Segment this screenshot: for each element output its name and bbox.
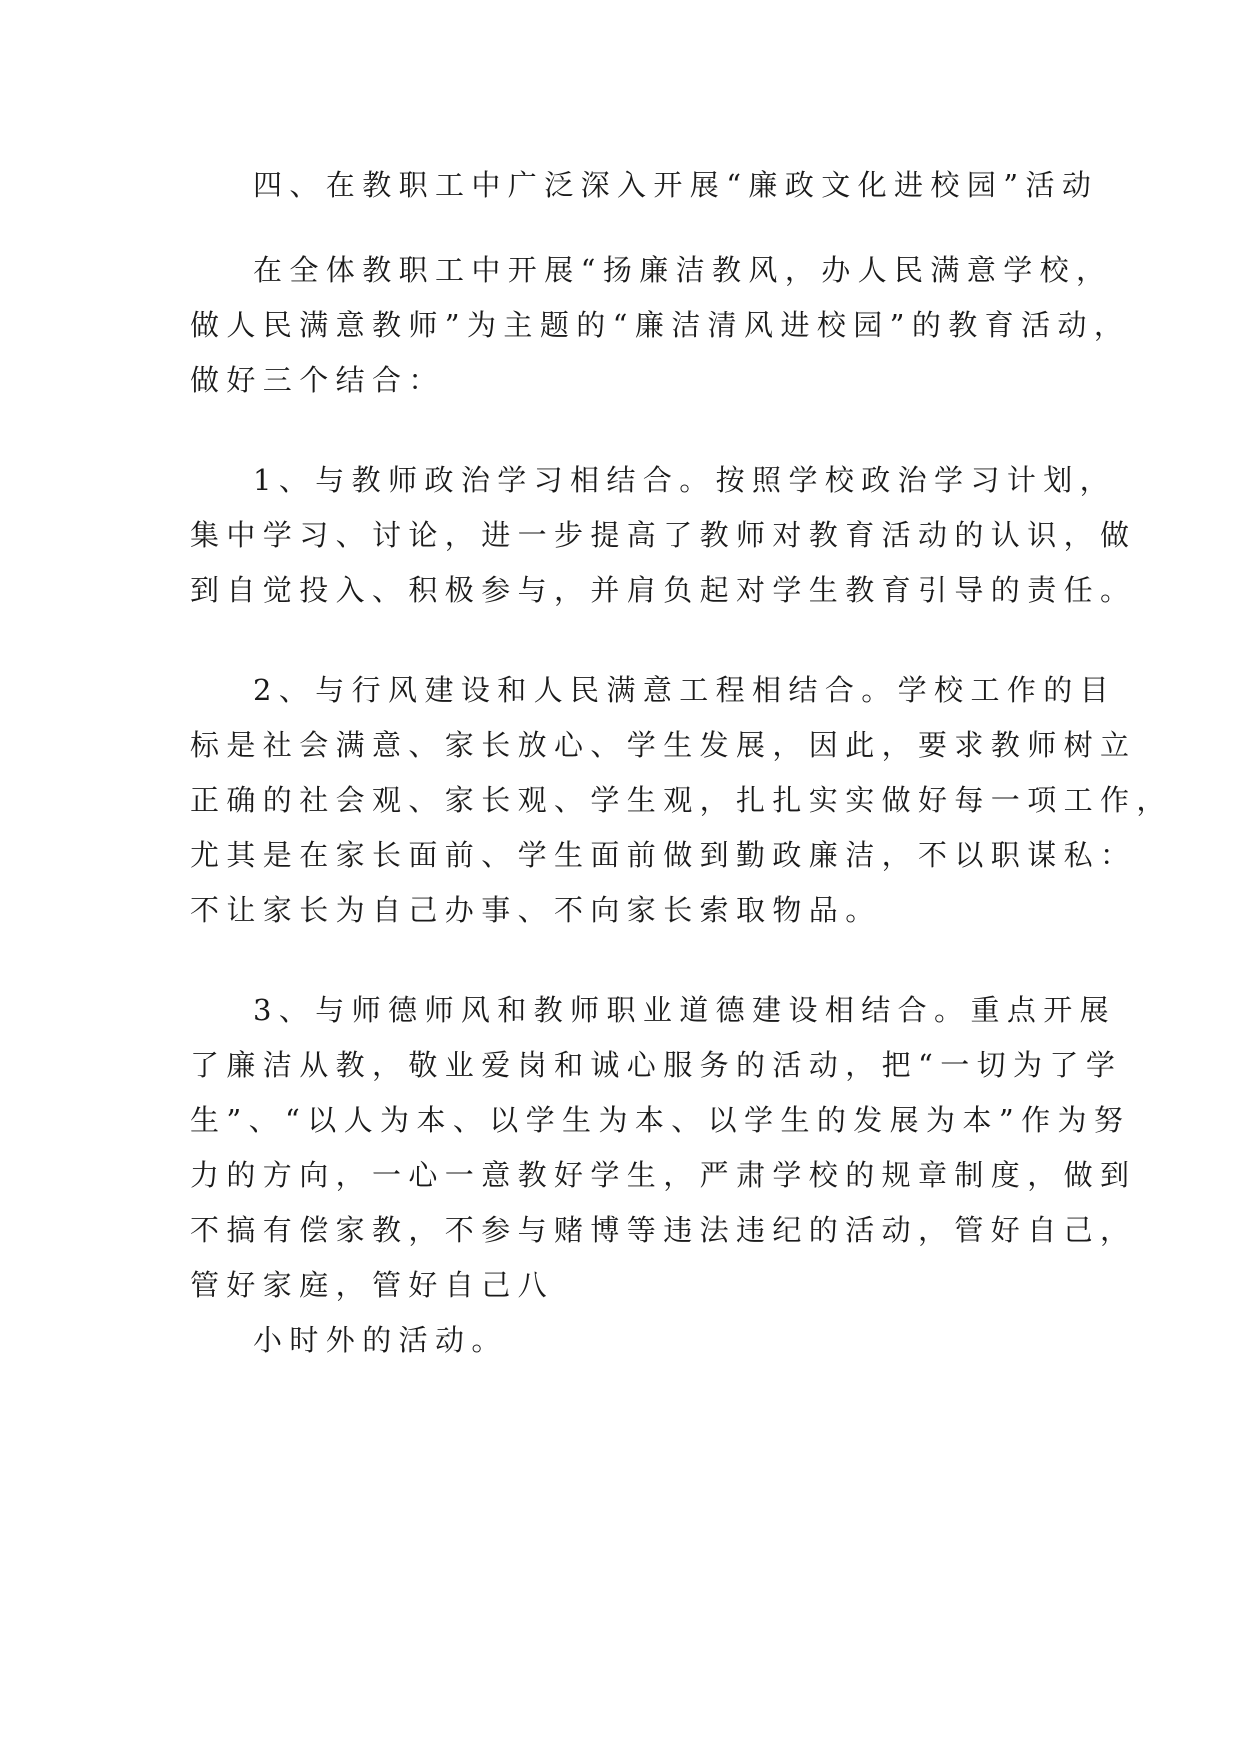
item2-line: 2、与行风建设和人民满意工程相结合。学校工作的目 xyxy=(253,673,1117,707)
item3-line: 了廉洁从教，敬业爱岗和诚心服务的活动，把“一切为了学 xyxy=(190,1048,1123,1082)
item1-line: 1、与教师政治学习相结合。按照学校政治学习计划， xyxy=(253,463,1117,497)
item2-line: 标是社会满意、家长放心、学生发展，因此，要求教师树立 xyxy=(190,728,1137,762)
item2-line: 尤其是在家长面前、学生面前做到勤政廉洁，不以职谋私： xyxy=(190,838,1137,872)
item2-line: 不让家长为自己办事、不向家长索取物品。 xyxy=(190,893,882,927)
intro-line: 做好三个结合： xyxy=(190,363,445,397)
intro-line: 做人民满意教师”为主题的“廉洁清风进校园”的教育活动， xyxy=(190,308,1131,342)
item3-line: 力的方向，一心一意教好学生，严肃学校的规章制度，做到 xyxy=(190,1158,1137,1192)
item1-line: 到自觉投入、积极参与，并肩负起对学生教育引导的责任。 xyxy=(190,573,1137,607)
item1-line: 集中学习、讨论，进一步提高了教师对教育活动的认识，做 xyxy=(190,518,1137,552)
item3-line: 不搞有偿家教，不参与赌博等违法违纪的活动，管好自己， xyxy=(190,1213,1137,1247)
item2-line: 正确的社会观、家长观、学生观，扎扎实实做好每一项工作， xyxy=(190,783,1173,817)
item3-line: 小时外的活动。 xyxy=(253,1323,508,1357)
item3-line: 生”、“以人为本、以学生为本、以学生的发展为本”作为努 xyxy=(190,1103,1131,1137)
item3-line: 3、与师德师风和教师职业道德建设相结合。重点开展 xyxy=(253,993,1117,1027)
section-heading: 四、在教职工中广泛深入开展“廉政文化进校园”活动 xyxy=(253,168,1099,202)
item3-line: 管好家庭，管好自己八 xyxy=(190,1268,555,1302)
intro-line: 在全体教职工中开展“扬廉洁教风，办人民满意学校， xyxy=(253,253,1113,287)
